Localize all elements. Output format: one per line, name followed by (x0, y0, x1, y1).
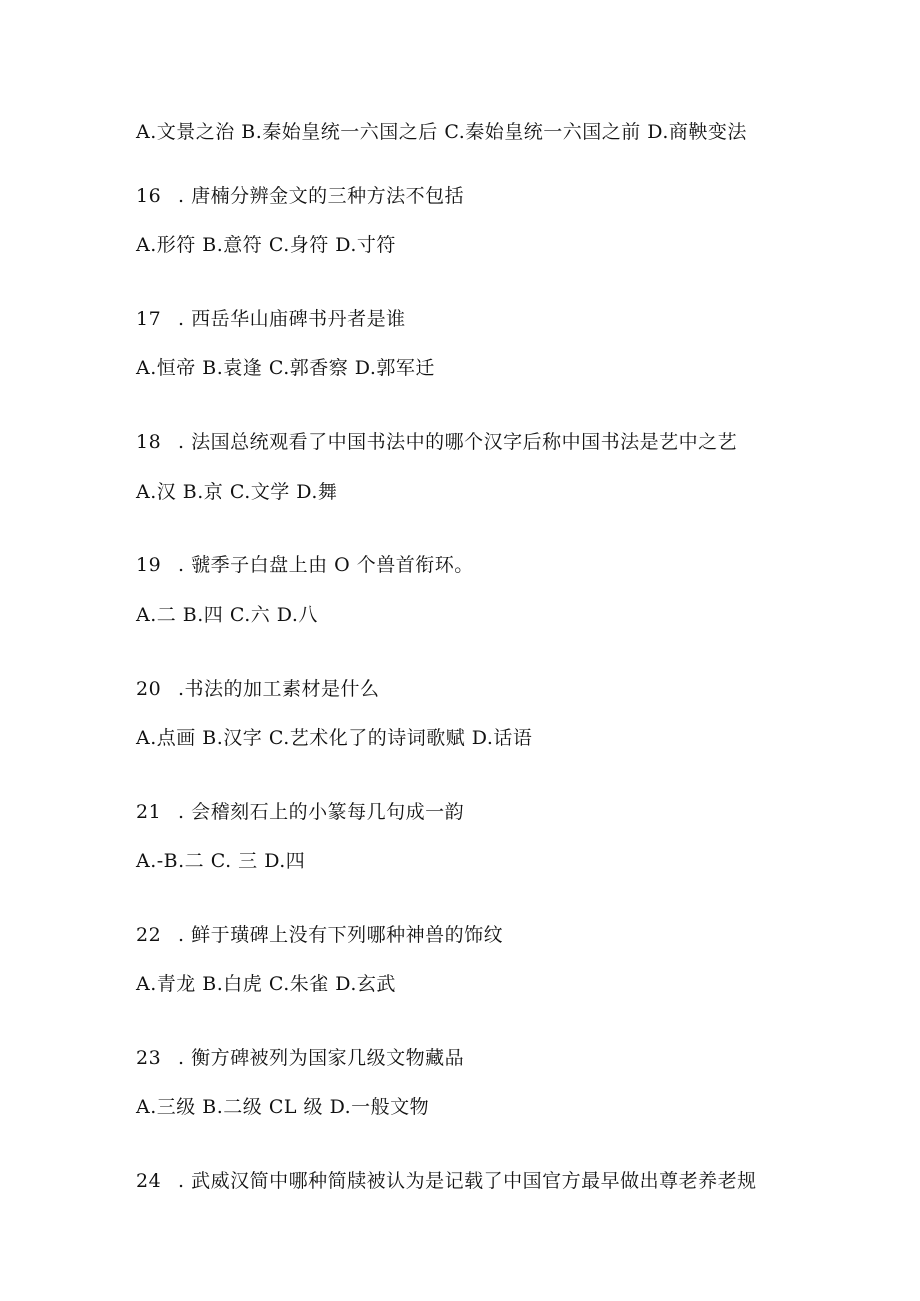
options-line-16 (136, 233, 396, 257)
question-text: . 唐楠分辨金文的三种方法不包括 (178, 185, 465, 207)
options-text: A.汉 B.京 C.文学 D.舞 (136, 481, 338, 503)
question-number: 16 (136, 185, 162, 207)
question-text: . 武威汉简中哪种简牍被认为是记载了中国官方最早做出尊老养老规 (178, 1170, 757, 1192)
question-number: 22 (136, 924, 162, 946)
options-line-19 (136, 603, 318, 627)
question-number: 19 (136, 554, 162, 576)
options-line-22 (136, 972, 396, 996)
options-text: A.-B.二 C. 三 D.四 (136, 850, 306, 872)
question-text: . 鲜于璜碑上没有下列哪种神兽的饰纹 (178, 924, 504, 946)
question-number: 21 (136, 801, 162, 823)
options-line-17 (136, 356, 435, 380)
question-20 (136, 677, 380, 701)
question-text: . 虢季子白盘上由 O 个兽首衔环。 (178, 554, 474, 576)
question-text: .书法的加工素材是什么 (178, 678, 380, 700)
options-text: A.二 B.四 C.六 D.八 (136, 604, 318, 626)
options-text: A.文景之治 B.秦始皇统一六国之后 C.秦始皇统一六国之前 D.商鞅变法 (136, 121, 747, 143)
options-text: A.形符 B.意符 C.身符 D.寸符 (136, 234, 396, 256)
options-line-18 (136, 480, 337, 504)
options-text: A.恒帝 B.袁逢 C.郭香察 D.郭军迁 (136, 357, 435, 379)
question-number: 17 (136, 308, 162, 330)
question-number: 24 (136, 1170, 162, 1192)
options-text: A.青龙 B.白虎 C.朱雀 D.玄武 (136, 973, 396, 995)
question-17 (136, 307, 406, 331)
question-18 (136, 430, 737, 454)
question-number: 23 (136, 1047, 162, 1069)
question-text: . 衡方碑被列为国家几级文物藏品 (178, 1047, 465, 1069)
question-16 (136, 184, 464, 208)
question-21 (136, 800, 464, 824)
question-24 (136, 1169, 757, 1193)
question-text: . 西岳华山庙碑书丹者是谁 (178, 308, 406, 330)
options-text: A.三级 B.二级 CL 级 D.一般文物 (136, 1096, 430, 1118)
options-line-21 (136, 849, 305, 873)
question-23 (136, 1046, 464, 1070)
question-number: 18 (136, 431, 162, 453)
question-text: . 法国总统观看了中国书法中的哪个汉字后称中国书法是艺中之艺 (178, 431, 738, 453)
question-19 (136, 553, 474, 577)
question-text: . 会稽刻石上的小篆每几句成一韵 (178, 801, 465, 823)
question-22 (136, 923, 503, 947)
options-text: A.点画 B.汉字 C.艺术化了的诗词歌赋 D.话语 (136, 727, 533, 749)
question-number: 20 (136, 678, 162, 700)
options-line-15 (136, 120, 747, 144)
options-line-20 (136, 726, 532, 750)
options-line-23 (136, 1095, 429, 1119)
